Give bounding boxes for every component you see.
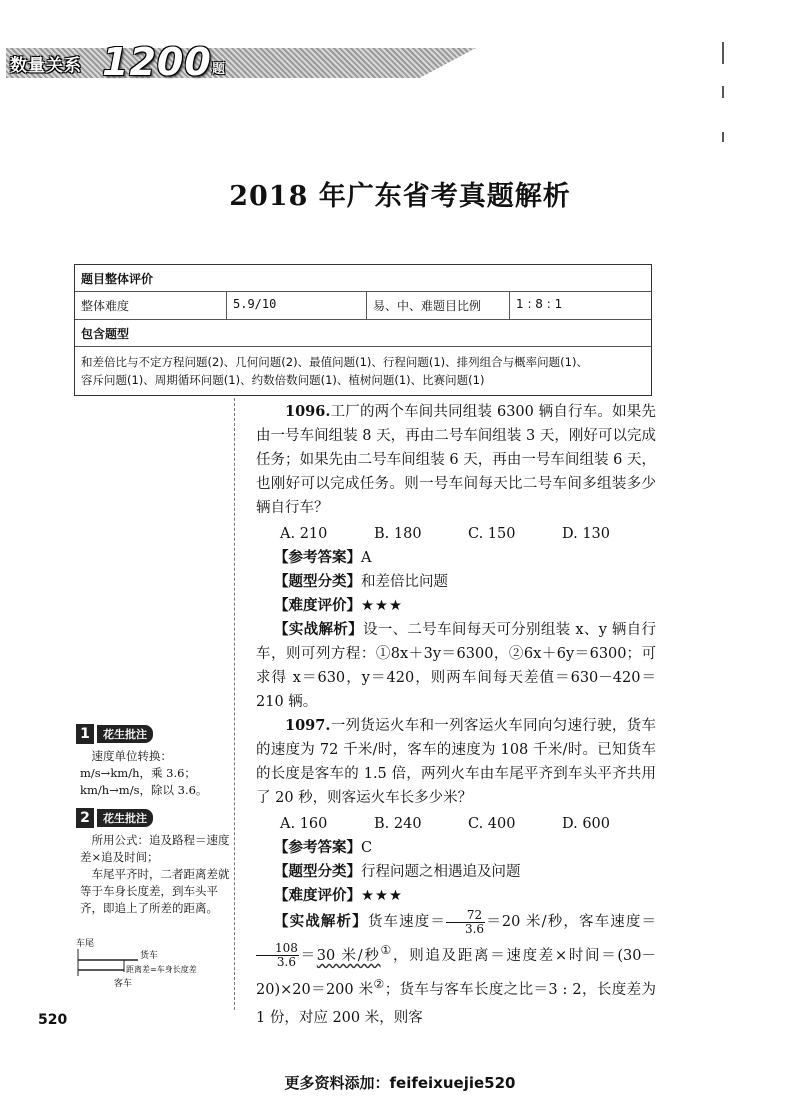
- rating-tag: 【难度评价】: [274, 597, 361, 614]
- analysis-text: ；货车与客车长度之比＝3 : 2，长度差为 1 份，对应 200 米，则客: [256, 981, 656, 1026]
- note-ref-1: ①: [380, 943, 394, 957]
- overview-section-title: 题目整体评价: [81, 272, 154, 286]
- note-label: 花生批注: [97, 725, 153, 743]
- fraction-denominator: 3.6: [276, 955, 296, 970]
- note-label: 花生批注: [97, 809, 153, 827]
- note-ref-2: ②: [373, 976, 385, 991]
- series-label: 数量关系: [10, 56, 82, 76]
- analysis-text: 货车速度＝: [367, 914, 446, 930]
- question-text: [256, 400, 656, 520]
- diagram-tail-label: 车尾: [76, 939, 95, 949]
- column-divider: [234, 398, 238, 1010]
- option-b: B. 180: [374, 526, 422, 542]
- note-1-header: [76, 724, 153, 744]
- question-body: 一列货运火车和一列客运火车同向匀速行驶，货车的速度为 72 千米/时，客车的速度为 108 千米/时。已知货车的长度是客车的 1.5 倍，两列火车由车尾平齐到车头平齐共用了 20 秒，则客运火车长多少米？: [256, 718, 656, 806]
- note-2-header: [76, 808, 153, 828]
- types-title: 包含题型: [81, 327, 130, 341]
- footer-note: 更多资料添加：feifeixuejie520: [284, 1074, 516, 1092]
- type-tag: 【题型分类】: [274, 863, 361, 880]
- note-text: km/h→m/s，除以 3.6。: [80, 783, 208, 797]
- types-line: 容斥问题(1)、周期循环问题(1)、约数倍数问题(1)、植树问题(1)、比赛问题(1): [81, 373, 485, 387]
- series-suffix: 题: [212, 62, 226, 77]
- rating-stars: ★★★: [361, 888, 403, 904]
- types-line: 和差倍比与不定方程问题(2)、几何问题(2)、最值问题(1)、行程问题(1)、排列组合与概率问题(1)、: [81, 355, 588, 369]
- diagram-freight-label: 货车: [140, 951, 159, 961]
- highlighted-text: 30 米/秒: [316, 947, 381, 964]
- answer-value: C: [361, 840, 373, 856]
- question-1096: [256, 400, 656, 714]
- question-number: 1096.: [285, 403, 331, 420]
- note-text: 速度单位转换：: [91, 749, 172, 763]
- note-text: 所用公式：追及路程＝速度差×追及时间；: [80, 833, 230, 864]
- answer-line: [256, 836, 656, 860]
- analysis-text: ＝: [298, 947, 317, 964]
- train-diagram: [76, 936, 226, 996]
- answer-value: A: [361, 550, 372, 566]
- edge-mark: [722, 86, 724, 98]
- fraction: [256, 942, 299, 969]
- page-number: 520: [38, 1012, 68, 1028]
- note-1-body: [80, 748, 230, 799]
- edge-mark: [722, 42, 724, 64]
- analysis: [256, 618, 656, 714]
- difficulty-label: 整体难度: [75, 292, 227, 319]
- rating-line: [256, 884, 656, 908]
- type-value: 和差倍比问题: [361, 574, 448, 590]
- question-body: 工厂的两个车间共同组装 6300 辆自行车。如果先由一号车间组装 8 天，再由二号车间组装 3 天，刚好可以完成任务；如果先由二号车间组装 6 天，再由一号车间组装 6 天，也刚好可以完成任务。则一号车间每天比二号车间多组装多少辆自行车？: [256, 404, 656, 516]
- answer-tag: 【参考答案】: [274, 549, 361, 566]
- edge-mark: [722, 132, 724, 142]
- question-number: 1097.: [285, 717, 331, 734]
- analysis-text: 设一、二号车间每天可分别组装 x、y 辆自行车，则可列方程：①8x＋3y＝6300，②6x＋6y＝6300；可求得 x＝630，y＝420，则两车间每天差值＝630－420＝210 辆。: [256, 622, 657, 710]
- answer-tag: 【参考答案】: [274, 839, 361, 856]
- type-value: 行程问题之相遇追及问题: [361, 864, 521, 880]
- series-number: 1200: [102, 40, 212, 84]
- question-1097: [256, 714, 656, 1032]
- note-number: 1: [76, 724, 94, 744]
- analysis-tag: 【实战解析】: [274, 621, 363, 638]
- page-title: 2018 年广东省考真题解析: [229, 181, 571, 212]
- analysis-text: ＝20 米/秒，客车速度＝: [485, 914, 656, 930]
- overview-table: [74, 264, 652, 396]
- type-line: [256, 860, 656, 884]
- fraction: [446, 909, 485, 936]
- rating-line: [256, 594, 656, 618]
- option-a: A. 160: [280, 816, 328, 832]
- fraction-numerator: 72: [446, 909, 485, 923]
- type-line: [256, 570, 656, 594]
- option-a: A. 210: [280, 526, 328, 542]
- answer-line: [256, 546, 656, 570]
- options: [256, 812, 656, 836]
- option-c: C. 400: [468, 816, 516, 832]
- option-b: B. 240: [374, 816, 422, 832]
- question-text: [256, 714, 656, 810]
- difficulty-value: 5.9/10: [227, 292, 367, 319]
- options: [256, 522, 656, 546]
- option-d: D. 130: [562, 526, 611, 542]
- note-text: 车尾平齐时，二者距离差就等于车身长度差，到车头平齐，即追上了所差的距离。: [80, 867, 230, 915]
- fraction-numerator: 108: [256, 942, 299, 956]
- diagram-passenger-label: 客车: [114, 979, 133, 989]
- type-tag: 【题型分类】: [274, 573, 361, 590]
- fraction-denominator: 3.6: [464, 921, 485, 936]
- note-text: m/s→km/h，乘 3.6；: [80, 766, 196, 780]
- note-2-body: [80, 832, 230, 917]
- option-d: D. 600: [562, 816, 611, 832]
- types-list: [75, 347, 651, 395]
- analysis-tag: 【实战解析】: [274, 913, 368, 930]
- analysis: [256, 908, 656, 1032]
- option-c: C. 150: [468, 526, 516, 542]
- note-number: 2: [76, 808, 94, 828]
- ratio-value: 1 : 8 : 1: [516, 297, 563, 311]
- diagram-gap-label: 距离差=车身长度差: [126, 965, 197, 974]
- ratio-label: 易、中、难题目比例: [367, 292, 510, 319]
- analysis-text: ，则追及距离＝速度差×时间＝(30－20)×20＝200 米: [256, 947, 657, 998]
- rating-stars: ★★★: [361, 598, 403, 614]
- rating-tag: 【难度评价】: [274, 887, 361, 904]
